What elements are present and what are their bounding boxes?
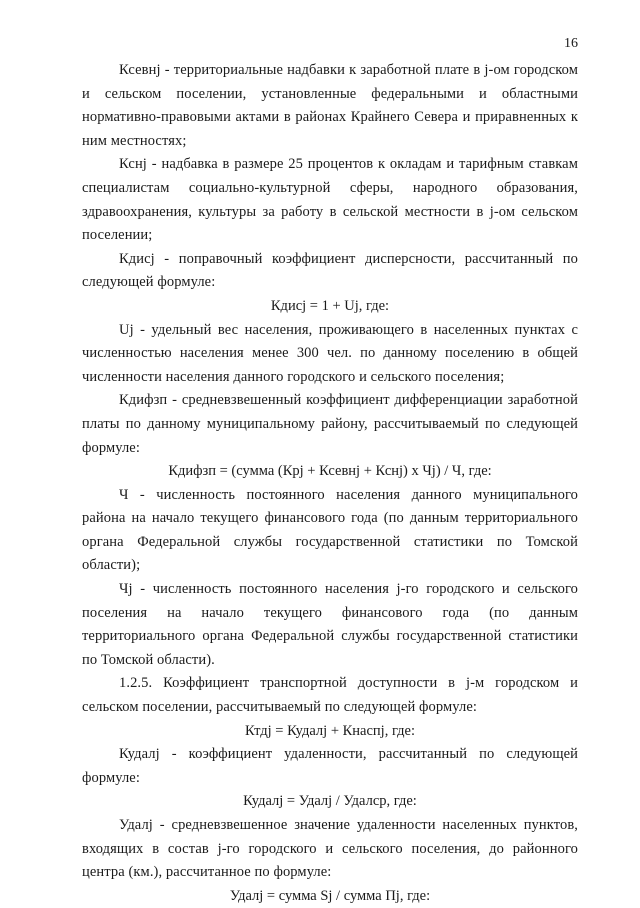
paragraph-ksnj: Кснj - надбавка в размере 25 процентов к окладам и тарифным ставкам специалистам социально-культурной сферы, народного образования, здравоохранения, культуры за работу в сельской местности в j-ом сельском поселении; [82, 156, 578, 244]
formula-kdisj: Кдисj = 1 + Uj, где: [270, 297, 390, 314]
paragraph-ch: Ч - численность постоянного населения данного муниципального района на начало текущего финансового года (по данным территориального органа Федеральной службы государственной статистики по Томской области); [82, 486, 578, 574]
paragraph-kdisj: Кдисj - поправочный коэффициент дисперсности, рассчитанный по следующей формуле: [82, 250, 578, 291]
paragraph-kdifzp: Кдифзп - средневзвешенный коэффициент дифференциации заработной платы по данному муниципальному району, рассчитываемый по следующей формуле: [82, 392, 578, 456]
paragraph-1-2-5: 1.2.5. Коэффициент транспортной доступности в j-м городском и сельском поселении, рассчитываемый по следующей формуле: [82, 675, 578, 716]
formula-ktdj: Ктдj = Кудалj + Кнаспj, где: [244, 722, 416, 739]
paragraph-chj: Чj - численность постоянного населения j-го городского и сельского поселения на начало текущего финансового года (по данным территориального органа Федеральной службы государственной статистики по Томской области). [82, 581, 578, 668]
paragraph-ksevnj: Ксевнj - территориальные надбавки к заработной плате в j-ом городском и сельском поселении, установленные федеральными и областными нормативно-правовыми актами в районах Крайнего Севера и приравненных к ним местностях; [82, 62, 578, 149]
formula-kudalj: Кудалj = Удалj / Удалср, где: [243, 793, 417, 810]
paragraph-udalj: Удалj - средневзвешенное значение удаленности населенных пунктов, входящих в состав j-го городского и сельского поселения, до районного центра (км.), рассчитанное по формуле: [82, 817, 578, 881]
formula-kdifzp: Кдифзп = (сумма (Крj + Ксевнj + Кснj) х Чj) / Ч, где: [168, 463, 492, 480]
formula-udalj: Удалj = сумма Sj / сумма Пj, где: [229, 887, 431, 904]
paragraph-uj: Uj - удельный вес населения, проживающего в населенных пунктах с численностью населения менее 300 чел. по данному поселению в общей численности населения данного городского и сельского поселения; [82, 321, 578, 385]
paragraph-kudalj: Кудалj - коэффициент удаленности, рассчитанный по следующей формуле: [82, 746, 578, 786]
page-number: 16 [564, 36, 578, 51]
document-body [82, 59, 578, 908]
